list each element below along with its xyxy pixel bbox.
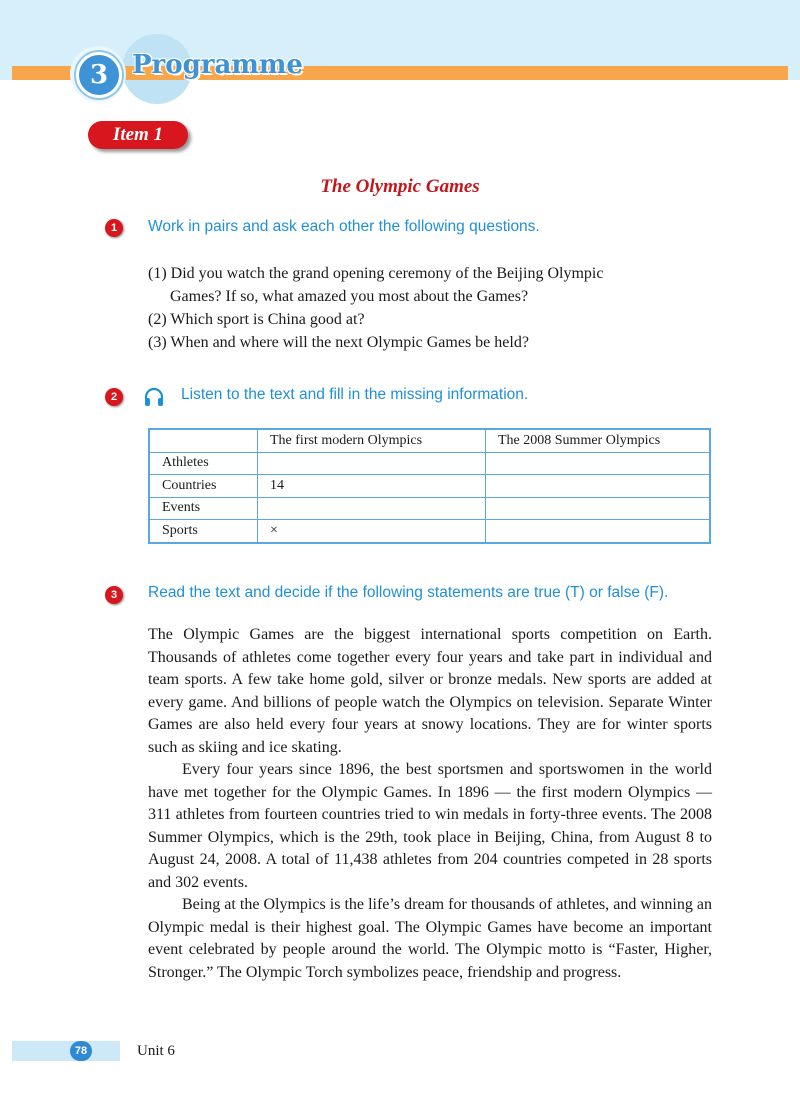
table-cell <box>258 497 486 520</box>
table-row <box>149 497 710 520</box>
task-instruction-3: Read the text and decide if the following statements are true (T) or false (F). <box>148 584 669 601</box>
question-2: (2) Which sport is China good at? <box>148 311 365 328</box>
table-header-cell: The 2008 Summer Olympics <box>486 429 711 452</box>
table-header-row <box>149 429 710 452</box>
table-row-label: Events <box>149 497 258 520</box>
table-cell <box>486 497 711 520</box>
table-row <box>149 452 710 475</box>
page-number: 78 <box>70 1041 92 1061</box>
task-number-3: 3 <box>105 586 123 604</box>
table-cell <box>486 520 711 543</box>
task-instruction-2: Listen to the text and fill in the missing information. <box>181 386 529 403</box>
reading-passage <box>148 624 712 984</box>
table-header-cell: The first modern Olympics <box>258 429 486 452</box>
unit-label: Unit 6 <box>137 1043 175 1059</box>
item-badge: Item 1 <box>88 121 188 149</box>
paragraph-3: Being at the Olympics is the life’s dream for thousands of athletes, and winning an Olympic medal is their highest goal. The Olympic Games have become an important event celebrated by people around the world. The Olympic motto is “Faster, Higher, Stronger.” The Olympic Torch symbolizes peace, friendship and progress. <box>148 896 712 981</box>
table-cell: 14 <box>258 475 486 498</box>
paragraph-2: Every four years since 1896, the best sportsmen and sportswomen in the world have met together for the Olympic Games. In 1896 — the first modern Olympics — 311 athletes from fourteen countries tried to win medals in forty-three events. The 2008 Summer Olympics, which is the 29th, took place in Beijing, China, from August 8 to August 24, 2008. A total of 11,438 athletes from 204 countries competed in 28 sports and 302 events. <box>148 761 712 891</box>
question-1: (1) Did you watch the grand opening ceremony of the Beijing Olympic <box>148 265 604 282</box>
task-number-2: 2 <box>105 388 123 406</box>
table-row-label: Countries <box>149 475 258 498</box>
header-orange-bar <box>12 66 788 80</box>
task-instruction-1: Work in pairs and ask each other the following questions. <box>148 218 540 235</box>
table-row-label: Athletes <box>149 452 258 475</box>
fill-in-table <box>148 428 711 544</box>
question-list <box>148 262 603 354</box>
table-cell: × <box>258 520 486 543</box>
table-row-label: Sports <box>149 520 258 543</box>
section-number: 3 <box>76 52 122 98</box>
table-cell <box>486 475 711 498</box>
table-cell <box>258 452 486 475</box>
table-header-cell <box>149 429 258 452</box>
task-number-1: 1 <box>105 219 123 237</box>
question-3: (3) When and where will the next Olympic Games be held? <box>148 334 529 351</box>
section-title: Programme <box>132 50 303 80</box>
table-row <box>149 475 710 498</box>
footer-bar <box>12 1041 120 1061</box>
lesson-heading: The Olympic Games <box>320 176 480 197</box>
table-row <box>149 520 710 543</box>
paragraph-1: The Olympic Games are the biggest international sports competition on Earth. Thousands of athletes come together every four years and take part in individual and team sports. A few take home gold, silver or bronze medals. New sports are added at every game. And billions of people watch the Olympics on television. Separate Winter Games are also held every four years at snowy locations. They are for winter sports such as skiing and ice skating. <box>148 626 712 756</box>
question-1-continued: Games? If so, what amazed you most about the Games? <box>170 288 529 305</box>
headphones-icon <box>143 386 165 408</box>
table-cell <box>486 452 711 475</box>
